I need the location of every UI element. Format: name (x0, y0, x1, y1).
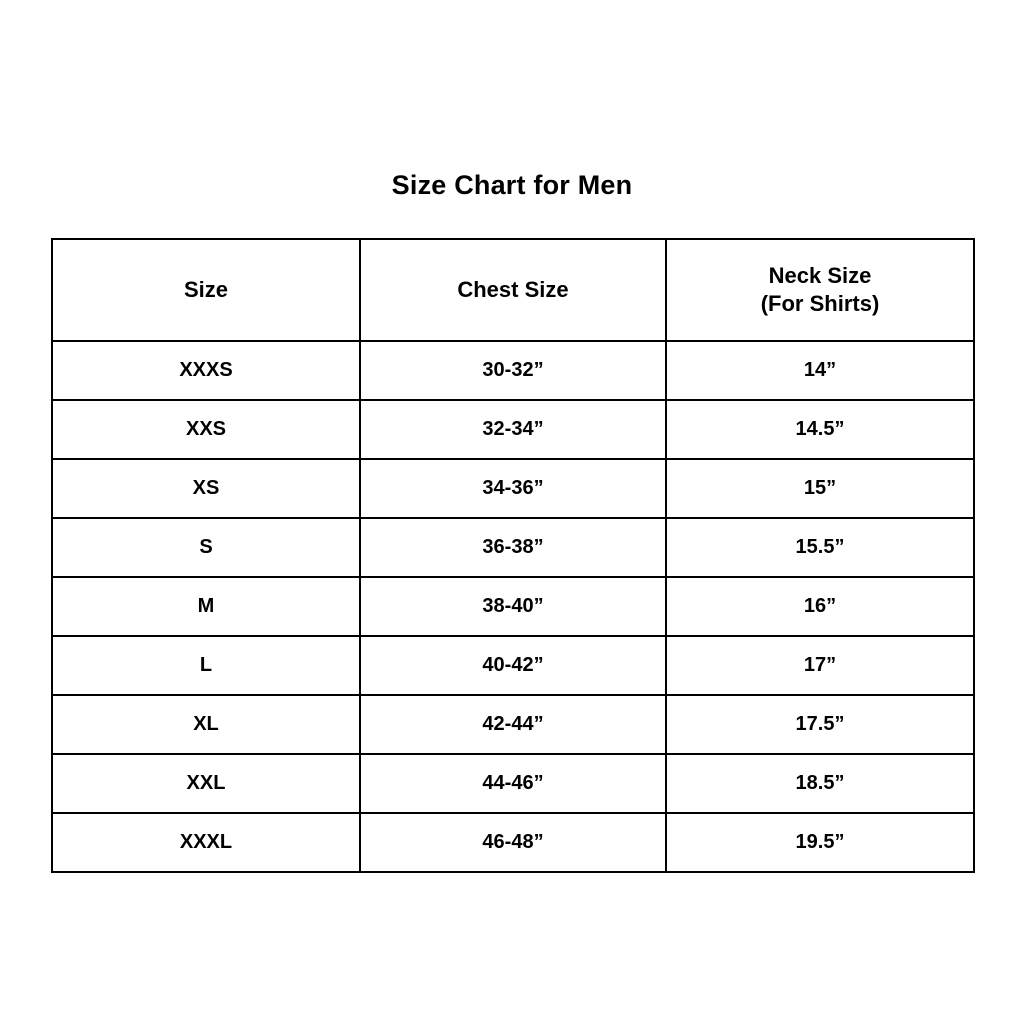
cell-size: XXXL (52, 813, 360, 872)
column-header-size-label: Size (183, 276, 229, 302)
column-header-chest (360, 239, 666, 341)
cell-neck: 19.5” (666, 813, 974, 872)
cell-size: M (52, 577, 360, 636)
cell-neck: 15” (666, 459, 974, 518)
size-table-container (51, 238, 973, 873)
column-header-neck-sublabel: (For Shirts) (760, 291, 880, 316)
column-header-neck (666, 239, 974, 341)
cell-chest: 46-48” (360, 813, 666, 872)
cell-chest: 36-38” (360, 518, 666, 577)
cell-chest: 34-36” (360, 459, 666, 518)
cell-chest: 42-44” (360, 695, 666, 754)
column-header-chest-label: Chest Size (457, 276, 569, 302)
cell-neck: 15.5” (666, 518, 974, 577)
cell-size: XL (52, 695, 360, 754)
cell-neck: 14” (666, 341, 974, 400)
table-row (52, 518, 974, 577)
cell-neck: 17.5” (666, 695, 974, 754)
cell-chest: 32-34” (360, 400, 666, 459)
cell-chest: 38-40” (360, 577, 666, 636)
table-row (52, 636, 974, 695)
page-title: Size Chart for Men (391, 170, 633, 200)
cell-neck: 16” (666, 577, 974, 636)
table-row (52, 341, 974, 400)
cell-chest: 30-32” (360, 341, 666, 400)
cell-size: XS (52, 459, 360, 518)
table-row (52, 459, 974, 518)
table-row (52, 754, 974, 813)
size-table (51, 238, 975, 873)
column-header-neck-label: Neck Size (768, 262, 872, 288)
cell-chest: 40-42” (360, 636, 666, 695)
cell-neck: 17” (666, 636, 974, 695)
table-body (52, 341, 974, 872)
cell-size: XXL (52, 754, 360, 813)
cell-size: XXXS (52, 341, 360, 400)
table-row (52, 577, 974, 636)
table-row (52, 695, 974, 754)
table-row (52, 400, 974, 459)
cell-neck: 14.5” (666, 400, 974, 459)
cell-neck: 18.5” (666, 754, 974, 813)
cell-size: L (52, 636, 360, 695)
table-row (52, 813, 974, 872)
table-header (52, 239, 974, 341)
cell-chest: 44-46” (360, 754, 666, 813)
column-header-size (52, 239, 360, 341)
cell-size: S (52, 518, 360, 577)
table-header-row (52, 239, 974, 341)
cell-size: XXS (52, 400, 360, 459)
